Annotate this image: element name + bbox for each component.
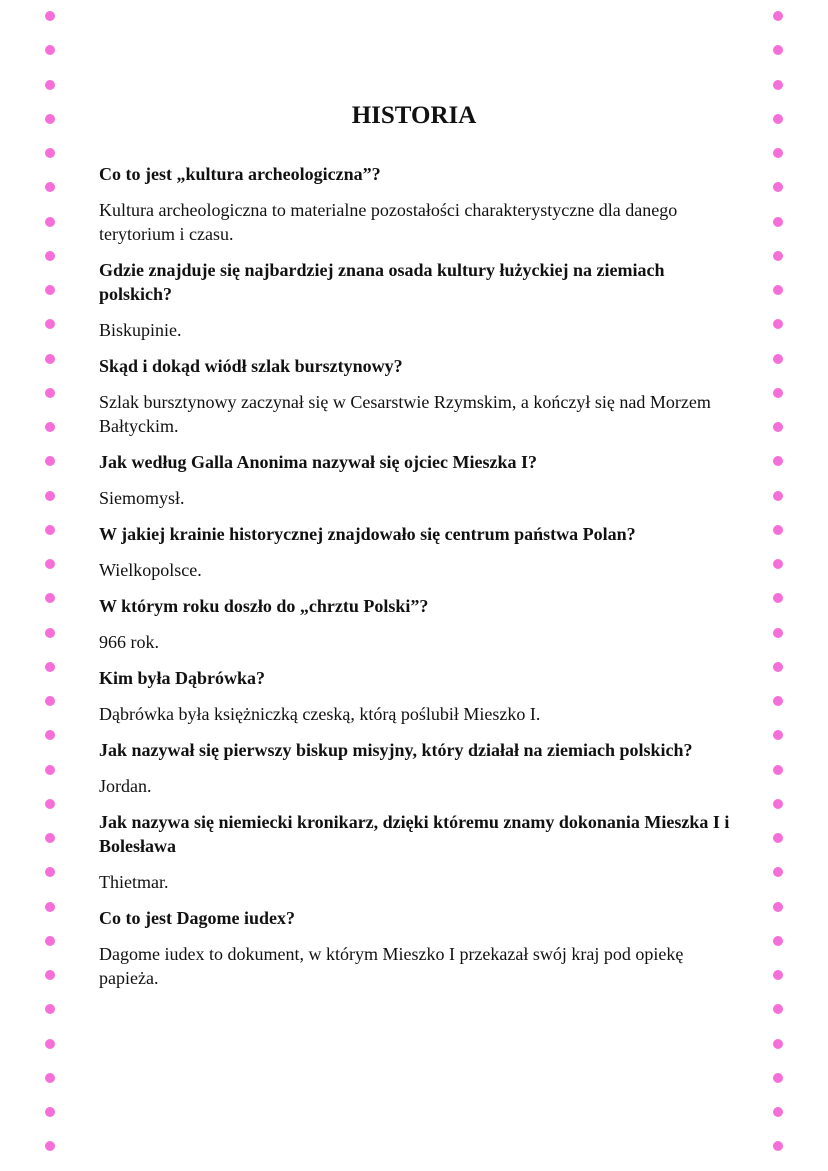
dot-icon [45, 730, 55, 740]
dot-icon [773, 902, 783, 912]
dot-icon [45, 251, 55, 261]
dot-icon [45, 1073, 55, 1083]
dot-icon [45, 525, 55, 535]
dot-icon [45, 902, 55, 912]
dot-icon [45, 319, 55, 329]
dot-icon [773, 1004, 783, 1014]
dot-icon [773, 11, 783, 21]
question-10: Co to jest Dagome iudex? [99, 908, 295, 928]
answer-10: Dagome iudex to dokument, w którym Mieszko I przekazał swój kraj pod opiekę papieża. [99, 944, 684, 988]
dot-icon [773, 525, 783, 535]
dot-icon [45, 936, 55, 946]
dot-icon [45, 217, 55, 227]
left-dot-border [43, 0, 57, 1171]
dot-icon [45, 1141, 55, 1151]
dot-icon [773, 662, 783, 672]
dot-icon [773, 45, 783, 55]
dot-icon [773, 388, 783, 398]
dot-icon [45, 1039, 55, 1049]
dot-icon [773, 1039, 783, 1049]
dot-icon [45, 559, 55, 569]
answer-6: 966 rok. [99, 632, 159, 652]
dot-icon [773, 251, 783, 261]
answer-3: Szlak bursztynowy zaczynał się w Cesarstwie Rzymskim, a kończył się nad Morzem Bałtyckim. [99, 392, 711, 436]
dot-icon [773, 1073, 783, 1083]
question-5: W jakiej krainie historycznej znajdowało się centrum państwa Polan? [99, 524, 636, 544]
dot-icon [773, 80, 783, 90]
dot-icon [45, 970, 55, 980]
question-4: Jak według Galla Anonima nazywał się ojciec Mieszka I? [99, 452, 537, 472]
dot-icon [45, 765, 55, 775]
dot-icon [773, 593, 783, 603]
dot-icon [773, 730, 783, 740]
dot-icon [773, 628, 783, 638]
question-1: Co to jest „kultura archeologiczna”? [99, 164, 381, 184]
page-title: HISTORIA [351, 102, 477, 129]
dot-icon [773, 319, 783, 329]
question-8: Jak nazywał się pierwszy biskup misyjny, który działał na ziemiach polskich? [99, 740, 693, 760]
dot-icon [45, 422, 55, 432]
dot-icon [773, 936, 783, 946]
dot-icon [45, 491, 55, 501]
dot-icon [45, 833, 55, 843]
dot-icon [773, 1107, 783, 1117]
dot-icon [45, 662, 55, 672]
dot-icon [773, 148, 783, 158]
dot-icon [45, 593, 55, 603]
right-dot-border [771, 0, 785, 1171]
dot-icon [773, 867, 783, 877]
answer-5: Wielkopolsce. [99, 560, 202, 580]
dot-icon [45, 11, 55, 21]
dot-icon [773, 799, 783, 809]
dot-icon [773, 456, 783, 466]
dot-icon [773, 970, 783, 980]
answer-1: Kultura archeologiczna to materialne pozostałości charakterystyczne dla danego terytorium i czasu. [99, 200, 678, 244]
question-3: Skąd i dokąd wiódł szlak bursztynowy? [99, 356, 403, 376]
dot-icon [45, 628, 55, 638]
dot-icon [45, 45, 55, 55]
answer-2: Biskupinie. [99, 320, 182, 340]
dot-icon [773, 217, 783, 227]
answer-8: Jordan. [99, 776, 152, 796]
answer-7: Dąbrówka była księżniczką czeską, którą poślubił Mieszko I. [99, 704, 541, 724]
question-9: Jak nazywa się niemiecki kronikarz, dzięki któremu znamy dokonania Mieszka I i Bolesława [99, 812, 730, 856]
dot-icon [773, 422, 783, 432]
dot-icon [773, 696, 783, 706]
dot-icon [45, 1107, 55, 1117]
answer-4: Siemomysł. [99, 488, 185, 508]
answer-9: Thietmar. [99, 872, 169, 892]
dot-icon [45, 148, 55, 158]
dot-icon [773, 285, 783, 295]
dot-icon [45, 285, 55, 295]
question-7: Kim była Dąbrówka? [99, 668, 266, 688]
dot-icon [773, 765, 783, 775]
dot-icon [773, 182, 783, 192]
question-6: W którym roku doszło do „chrztu Polski”? [99, 596, 429, 616]
dot-icon [773, 559, 783, 569]
qa-list [99, 162, 739, 1002]
dot-icon [773, 833, 783, 843]
dot-icon [45, 354, 55, 364]
dot-icon [773, 491, 783, 501]
dot-icon [45, 182, 55, 192]
dot-icon [45, 799, 55, 809]
dot-icon [45, 1004, 55, 1014]
dot-icon [45, 388, 55, 398]
dot-icon [773, 1141, 783, 1151]
dot-icon [45, 696, 55, 706]
dot-icon [45, 867, 55, 877]
question-2: Gdzie znajduje się najbardziej znana osada kultury łużyckiej na ziemiach polskich? [99, 260, 665, 304]
dot-icon [45, 456, 55, 466]
dot-icon [45, 80, 55, 90]
dot-icon [773, 354, 783, 364]
